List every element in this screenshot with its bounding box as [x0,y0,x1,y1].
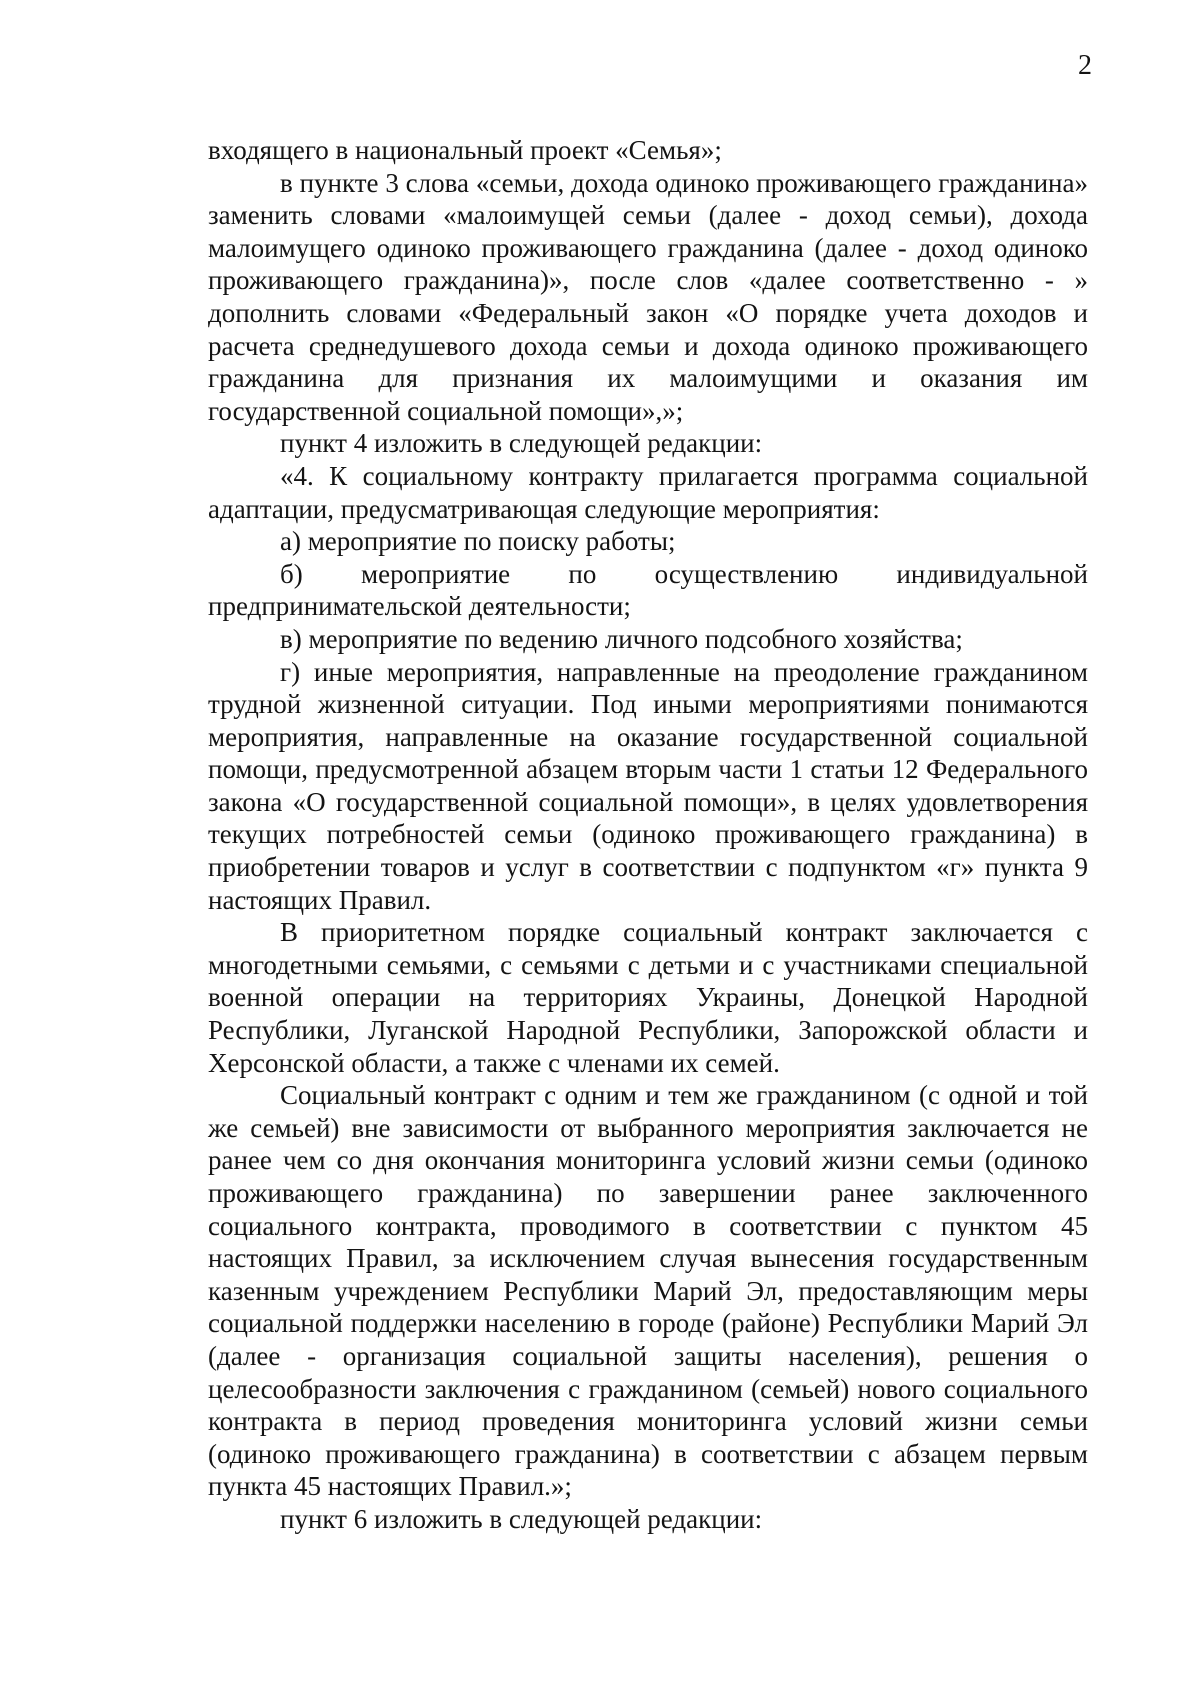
paragraph-point-6-intro: пункт 6 изложить в следующей редакции: [280,1503,763,1534]
page-number: 2 [1078,50,1092,81]
paragraph-point-4-intro: пункт 4 изложить в следующей редакции: [280,428,763,459]
paragraph-priority-order: В приоритетном порядке социальный контракт заключается с многодетными семьями, с семьями с детьми и с участниками специальной военной операции на территориях Украины, Донецкой Народной Республики, Луганской Народной Республики, Запорожской области и Херсонской области, а также с членами их семей. [208,917,1088,1078]
list-item-a: а) мероприятие по поиску работы; [280,526,676,557]
paragraph-point-4-text: «4. К социальному контракту прилагается программа социальной адаптации, предусматривающая следующие мероприятия: [208,460,1088,524]
list-item-b: б) мероприятие по осуществлению индивидуальной предпринимательской деятельности; [208,558,1088,622]
document-body [208,134,1088,1536]
paragraph-point-3-amendment: в пункте 3 слова «семьи, дохода одиноко проживающего гражданина» заменить словами «малоимущей семьи (далее - доход семьи), дохода малоимущего одиноко проживающего гражданина (далее - доход одиноко проживающего гражданина)», после слов «далее соответственно - » дополнить словами «Федеральный закон «О порядке учета доходов и расчета среднедушевого дохода семьи и дохода одиноко проживающего гражданина для признания их малоимущими и оказания им государственной социальной помощи»,»; [208,167,1088,426]
list-item-v: в) мероприятие по ведению личного подсобного хозяйства; [280,623,963,654]
paragraph-continuation: входящего в национальный проект «Семья»; [208,135,722,165]
list-item-g: г) иные мероприятия, направленные на преодоление гражданином трудной жизненной ситуации. Под иными мероприятиями понимаются мероприятия, направленные на оказание государственной социальной помощи, предусмотренной абзацем вторым части 1 статьи 12 Федерального закона «О государственной социальной помощи», в целях удовлетворения текущих потребностей семьи (одиноко проживающего гражданина) в приобретении товаров и услуг в соответствии с подпунктом «г» пункта 9 настоящих Правил. [208,656,1088,915]
paragraph-repeat-contract: Социальный контракт с одним и тем же гражданином (с одной и той же семьей) вне зависимости от выбранного мероприятия заключается не ранее чем со дня окончания мониторинга условий жизни семьи (одиноко проживающего гражданина) по завершении ранее заключенного социального контракта, проводимого в соответствии с пунктом 45 настоящих Правил, за исключением случая вынесения государственным казенным учреждением Республики Марий Эл, предоставляющим меры социальной поддержки населению в городе (районе) Республики Марий Эл (далее - организация социальной защиты населения), решения о целесообразности заключения с гражданином (семьей) нового социального контракта в период проведения мониторинга условий жизни семьи (одиноко проживающего гражданина) в соответствии с абзацем первым пункта 45 настоящих Правил.»; [208,1080,1088,1502]
